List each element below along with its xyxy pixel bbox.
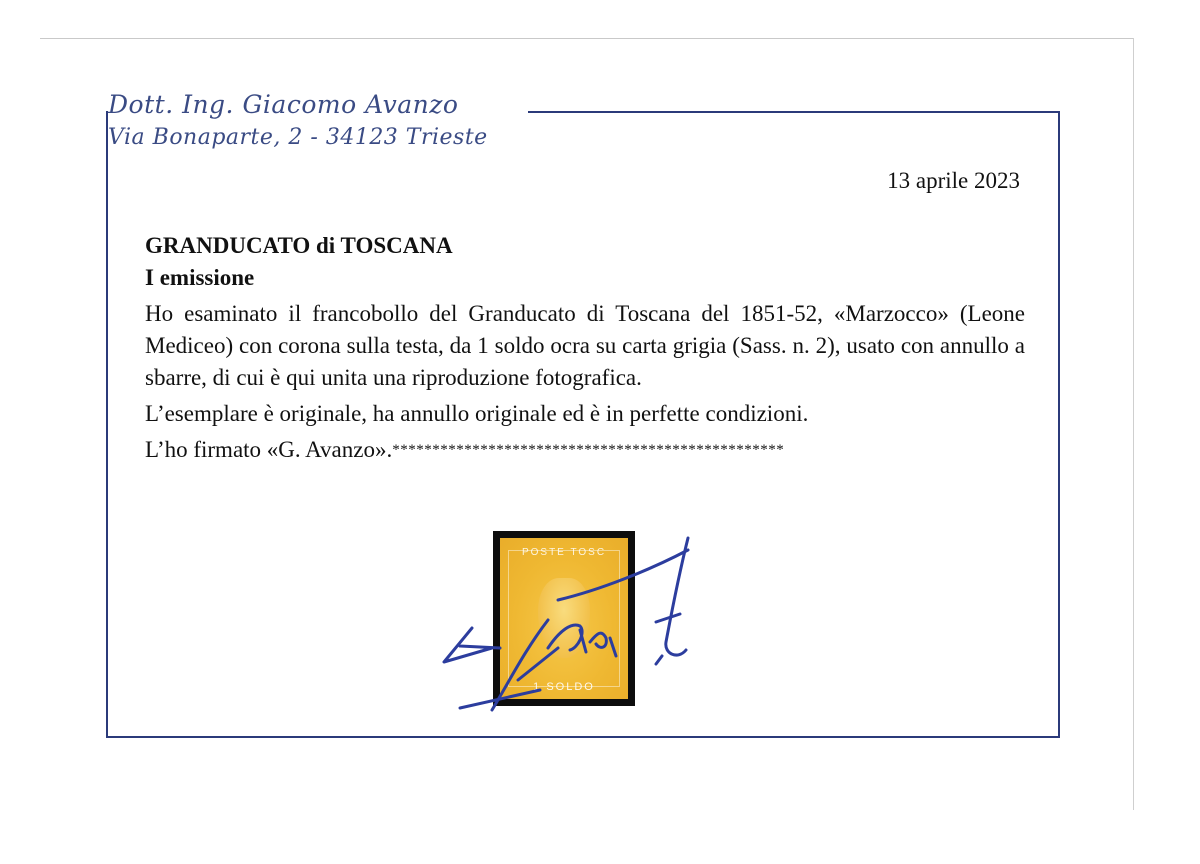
condition-paragraph: L’esemplare è originale, ha annullo originale ed è in perfette condizioni. bbox=[145, 401, 809, 426]
heading-country: GRANDUCATO di TOSCANA bbox=[145, 233, 453, 258]
stamp-top-text: POSTE TOSC bbox=[521, 547, 607, 558]
signed-text: L’ho firmato «G. Avanzo». bbox=[145, 437, 393, 462]
letterhead bbox=[108, 88, 488, 154]
sheet-edge bbox=[40, 38, 1134, 39]
asterisk-filler: ************************************************* bbox=[392, 442, 785, 458]
sheet-edge-right bbox=[1133, 38, 1134, 810]
letterhead-address: Via Bonaparte, 2 - 34123 Trieste bbox=[108, 125, 488, 150]
certificate-date: 13 aprile 2023 bbox=[887, 168, 1020, 193]
description-paragraph: Ho esaminato il francobollo del Granducato di Toscana del 1851-52, «Marzocco» (Leone Mediceo) con corona sulla testa, da 1 soldo ocra su carta grigia (Sass. n. 2), usato con annullo a sbarre, di cui è qui unita una riproduzione fotografica. bbox=[145, 301, 1025, 390]
frame-top-rule bbox=[528, 111, 1058, 113]
stamp-value-text: 1 SOLDO bbox=[533, 681, 595, 693]
letterhead-name: Dott. Ing. Giacomo Avanzo bbox=[108, 90, 459, 119]
signed-line bbox=[145, 434, 1025, 466]
heading-issue: I emissione bbox=[145, 265, 255, 290]
signature-icon bbox=[430, 530, 710, 720]
certificate-body bbox=[145, 230, 1025, 466]
